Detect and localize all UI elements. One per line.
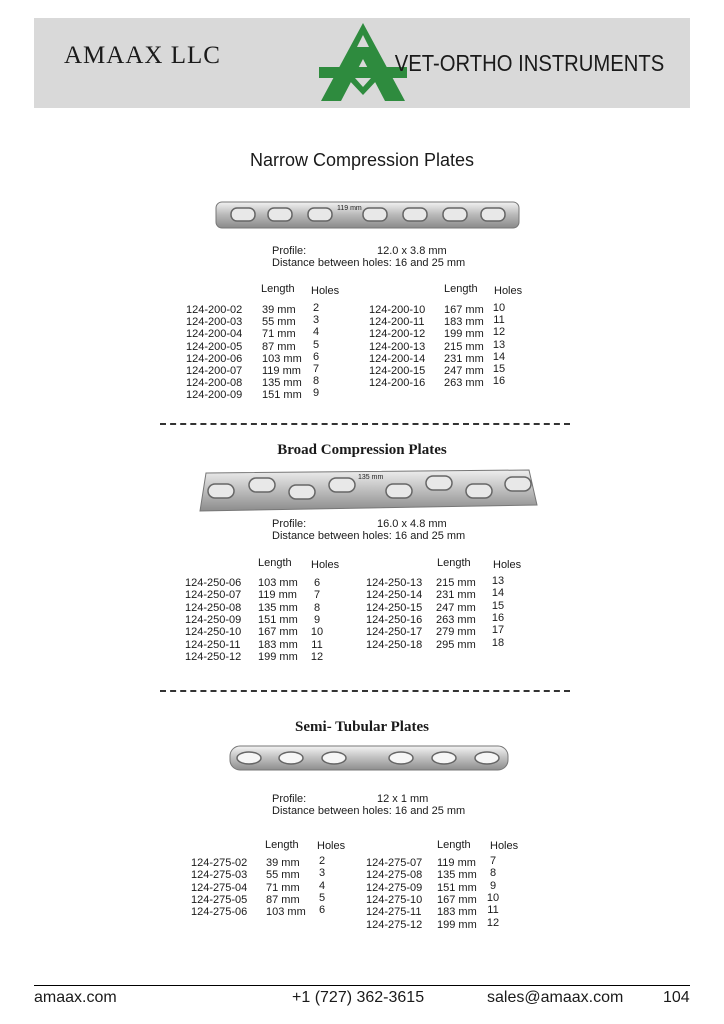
company-name: AMAAX LLC xyxy=(64,42,221,69)
brand-title: VET-ORTHO INSTRUMENTS xyxy=(394,50,664,76)
product-holes: 16 xyxy=(492,375,506,388)
product-holes: 7 xyxy=(313,589,321,602)
product-code: 124-200-16 xyxy=(369,377,426,390)
product-code: 124-200-06 xyxy=(186,352,243,365)
product-length: 167 mm xyxy=(437,893,477,906)
product-code: 124-200-14 xyxy=(369,352,426,365)
product-code: 124-275-02 xyxy=(191,857,248,869)
holes-header: Holes xyxy=(317,840,346,852)
product-code: 124-200-05 xyxy=(186,340,243,353)
profile-label: Profile: xyxy=(272,518,307,530)
product-length: 199 mm xyxy=(444,328,484,341)
product-length: 151 mm xyxy=(258,613,298,626)
footer-rule xyxy=(34,985,690,986)
product-length: 135 mm xyxy=(437,869,477,882)
product-holes: 12 xyxy=(486,916,500,929)
product-holes: 2 xyxy=(318,855,326,867)
product-holes: 14 xyxy=(492,350,506,363)
product-length: 247 mm xyxy=(436,601,476,614)
product-code: 124-275-04 xyxy=(191,881,248,894)
product-length: 263 mm xyxy=(436,613,476,626)
product-code: 124-275-06 xyxy=(191,906,248,919)
product-code: 124-200-10 xyxy=(369,304,426,316)
product-code: 124-250-10 xyxy=(185,626,242,639)
product-code: 124-250-16 xyxy=(366,613,423,626)
product-holes: 9 xyxy=(489,879,497,892)
product-holes: 9 xyxy=(313,613,321,626)
length-header: Length xyxy=(265,839,299,851)
product-length: 215 mm xyxy=(444,340,484,353)
product-code: 124-200-02 xyxy=(186,304,243,316)
product-length: 295 mm xyxy=(436,638,476,651)
product-code: 124-250-08 xyxy=(185,601,242,614)
product-code: 124-275-10 xyxy=(366,893,423,906)
length-header: Length xyxy=(444,283,478,295)
footer-email[interactable]: sales@amaax.com xyxy=(487,989,624,1006)
broad-plate-image xyxy=(194,469,539,513)
product-length: 247 mm xyxy=(444,365,484,377)
holes-header: Holes xyxy=(311,559,340,571)
product-code: 124-275-11 xyxy=(366,906,422,919)
product-holes: 7 xyxy=(489,855,497,867)
product-length: 119 mm xyxy=(437,857,476,869)
product-holes: 2 xyxy=(312,302,320,314)
product-length: 183 mm xyxy=(437,906,477,919)
profile-label: Profile: xyxy=(272,245,307,257)
product-length: 167 mm xyxy=(444,304,484,316)
product-holes: 5 xyxy=(312,338,320,351)
footer-phone[interactable]: +1 (727) 362-3615 xyxy=(292,989,425,1006)
narrow-plate-image xyxy=(215,199,520,231)
section-divider xyxy=(160,690,570,692)
product-code: 124-250-17 xyxy=(366,626,423,639)
product-code: 124-200-09 xyxy=(186,389,243,402)
product-length: 103 mm xyxy=(258,577,298,589)
distance-text: Distance between holes: 16 and 25 mm xyxy=(272,257,466,269)
product-holes: 12 xyxy=(310,650,324,663)
product-holes: 6 xyxy=(313,577,321,589)
product-holes: 6 xyxy=(318,904,326,917)
product-holes: 12 xyxy=(492,326,506,339)
product-code: 124-250-06 xyxy=(185,577,242,589)
page-header xyxy=(34,18,690,108)
broad-spec xyxy=(272,518,465,542)
holes-header: Holes xyxy=(493,559,522,571)
product-code: 124-200-12 xyxy=(369,328,426,341)
broad-plate-label: 135 mm xyxy=(358,474,384,481)
product-length: 119 mm xyxy=(262,365,301,377)
product-holes: 8 xyxy=(313,601,321,614)
product-code: 124-200-04 xyxy=(186,328,243,341)
product-code: 124-250-07 xyxy=(185,589,242,602)
product-length: 55 mm xyxy=(266,869,300,882)
product-code: 124-275-12 xyxy=(366,918,423,931)
product-holes: 17 xyxy=(491,624,505,637)
page-number: 104 xyxy=(663,989,690,1006)
product-length: 215 mm xyxy=(436,577,476,589)
length-header: Length xyxy=(258,557,292,569)
product-holes: 8 xyxy=(489,867,497,880)
product-holes: 7 xyxy=(312,363,320,375)
broad-plates-title: Broad Compression Plates xyxy=(277,442,447,458)
product-length: 87 mm xyxy=(266,893,300,906)
product-holes: 13 xyxy=(492,338,506,351)
product-holes: 11 xyxy=(311,638,323,651)
product-holes: 10 xyxy=(492,302,506,314)
semi-tubular-plate-image xyxy=(229,744,509,772)
product-length: 135 mm xyxy=(258,601,298,614)
product-code: 124-250-11 xyxy=(185,638,241,651)
narrow-plate-label: 119 mm xyxy=(337,205,362,212)
product-length: 151 mm xyxy=(437,881,477,894)
product-holes: 5 xyxy=(318,891,326,904)
product-length: 87 mm xyxy=(262,340,296,353)
distance-text: Distance between holes: 16 and 25 mm xyxy=(272,530,466,542)
product-code: 124-275-07 xyxy=(366,857,423,869)
product-length: 151 mm xyxy=(262,389,302,402)
product-length: 39 mm xyxy=(262,304,296,316)
product-code: 124-200-07 xyxy=(186,365,243,377)
product-holes: 18 xyxy=(491,636,505,649)
semi-tubular-title: Semi- Tubular Plates xyxy=(295,719,429,735)
product-length: 55 mm xyxy=(262,316,296,329)
product-holes: 16 xyxy=(491,611,505,624)
product-holes: 4 xyxy=(318,879,326,892)
product-code: 124-200-08 xyxy=(186,377,243,390)
footer-website[interactable]: amaax.com xyxy=(34,989,117,1006)
product-holes: 11 xyxy=(487,904,499,917)
length-header: Length xyxy=(437,557,471,569)
product-holes: 11 xyxy=(493,314,505,327)
holes-header: Holes xyxy=(494,285,523,297)
product-length: 135 mm xyxy=(262,377,302,390)
product-code: 124-250-18 xyxy=(366,638,423,651)
product-length: 231 mm xyxy=(444,352,484,365)
holes-header: Holes xyxy=(490,840,519,852)
product-holes: 15 xyxy=(491,599,505,612)
product-code: 124-275-03 xyxy=(191,869,248,882)
product-length: 183 mm xyxy=(444,316,484,329)
narrow-plates-title: Narrow Compression Plates xyxy=(249,150,475,170)
product-code: 124-200-13 xyxy=(369,340,426,353)
product-length: 263 mm xyxy=(444,377,484,390)
profile-value: 12 x 1 mm xyxy=(377,793,429,805)
length-header: Length xyxy=(437,839,471,851)
product-holes: 3 xyxy=(318,867,326,880)
product-length: 279 mm xyxy=(436,626,476,639)
product-code: 124-200-03 xyxy=(186,316,243,329)
product-holes: 10 xyxy=(486,891,500,904)
product-code: 124-275-09 xyxy=(366,881,423,894)
semi-tubular-spec xyxy=(272,793,465,817)
product-code: 124-250-13 xyxy=(366,577,423,589)
profile-value: 12.0 x 3.8 mm xyxy=(377,245,447,257)
product-length: 183 mm xyxy=(258,638,298,651)
product-holes: 3 xyxy=(312,314,320,327)
length-header: Length xyxy=(261,283,295,295)
product-code: 124-250-12 xyxy=(185,650,242,663)
product-holes: 10 xyxy=(310,626,324,639)
product-code: 124-250-09 xyxy=(185,613,242,626)
product-holes: 9 xyxy=(312,387,320,400)
product-length: 103 mm xyxy=(262,352,302,365)
product-holes: 6 xyxy=(312,350,320,363)
product-code: 124-200-11 xyxy=(369,316,425,329)
product-length: 39 mm xyxy=(266,857,300,869)
distance-text: Distance between holes: 16 and 25 mm xyxy=(272,805,466,817)
product-holes: 13 xyxy=(491,575,505,587)
product-length: 167 mm xyxy=(258,626,298,639)
product-length: 199 mm xyxy=(258,650,298,663)
product-length: 199 mm xyxy=(437,918,477,931)
product-holes: 4 xyxy=(312,326,320,339)
product-length: 119 mm xyxy=(258,589,297,602)
product-code: 124-275-08 xyxy=(366,869,423,882)
product-code: 124-250-15 xyxy=(366,601,423,614)
holes-header: Holes xyxy=(311,285,340,297)
product-length: 71 mm xyxy=(266,881,300,894)
product-holes: 8 xyxy=(312,375,320,388)
product-length: 231 mm xyxy=(436,589,476,602)
product-holes: 14 xyxy=(491,587,505,600)
product-length: 71 mm xyxy=(262,328,296,341)
section-divider xyxy=(160,423,570,425)
product-code: 124-275-05 xyxy=(191,893,248,906)
product-code: 124-200-15 xyxy=(369,365,426,377)
narrow-spec xyxy=(272,245,465,269)
product-length: 103 mm xyxy=(266,906,306,919)
profile-label: Profile: xyxy=(272,793,307,805)
product-holes: 15 xyxy=(492,363,506,375)
product-code: 124-250-14 xyxy=(366,589,423,602)
profile-value: 16.0 x 4.8 mm xyxy=(377,518,447,530)
